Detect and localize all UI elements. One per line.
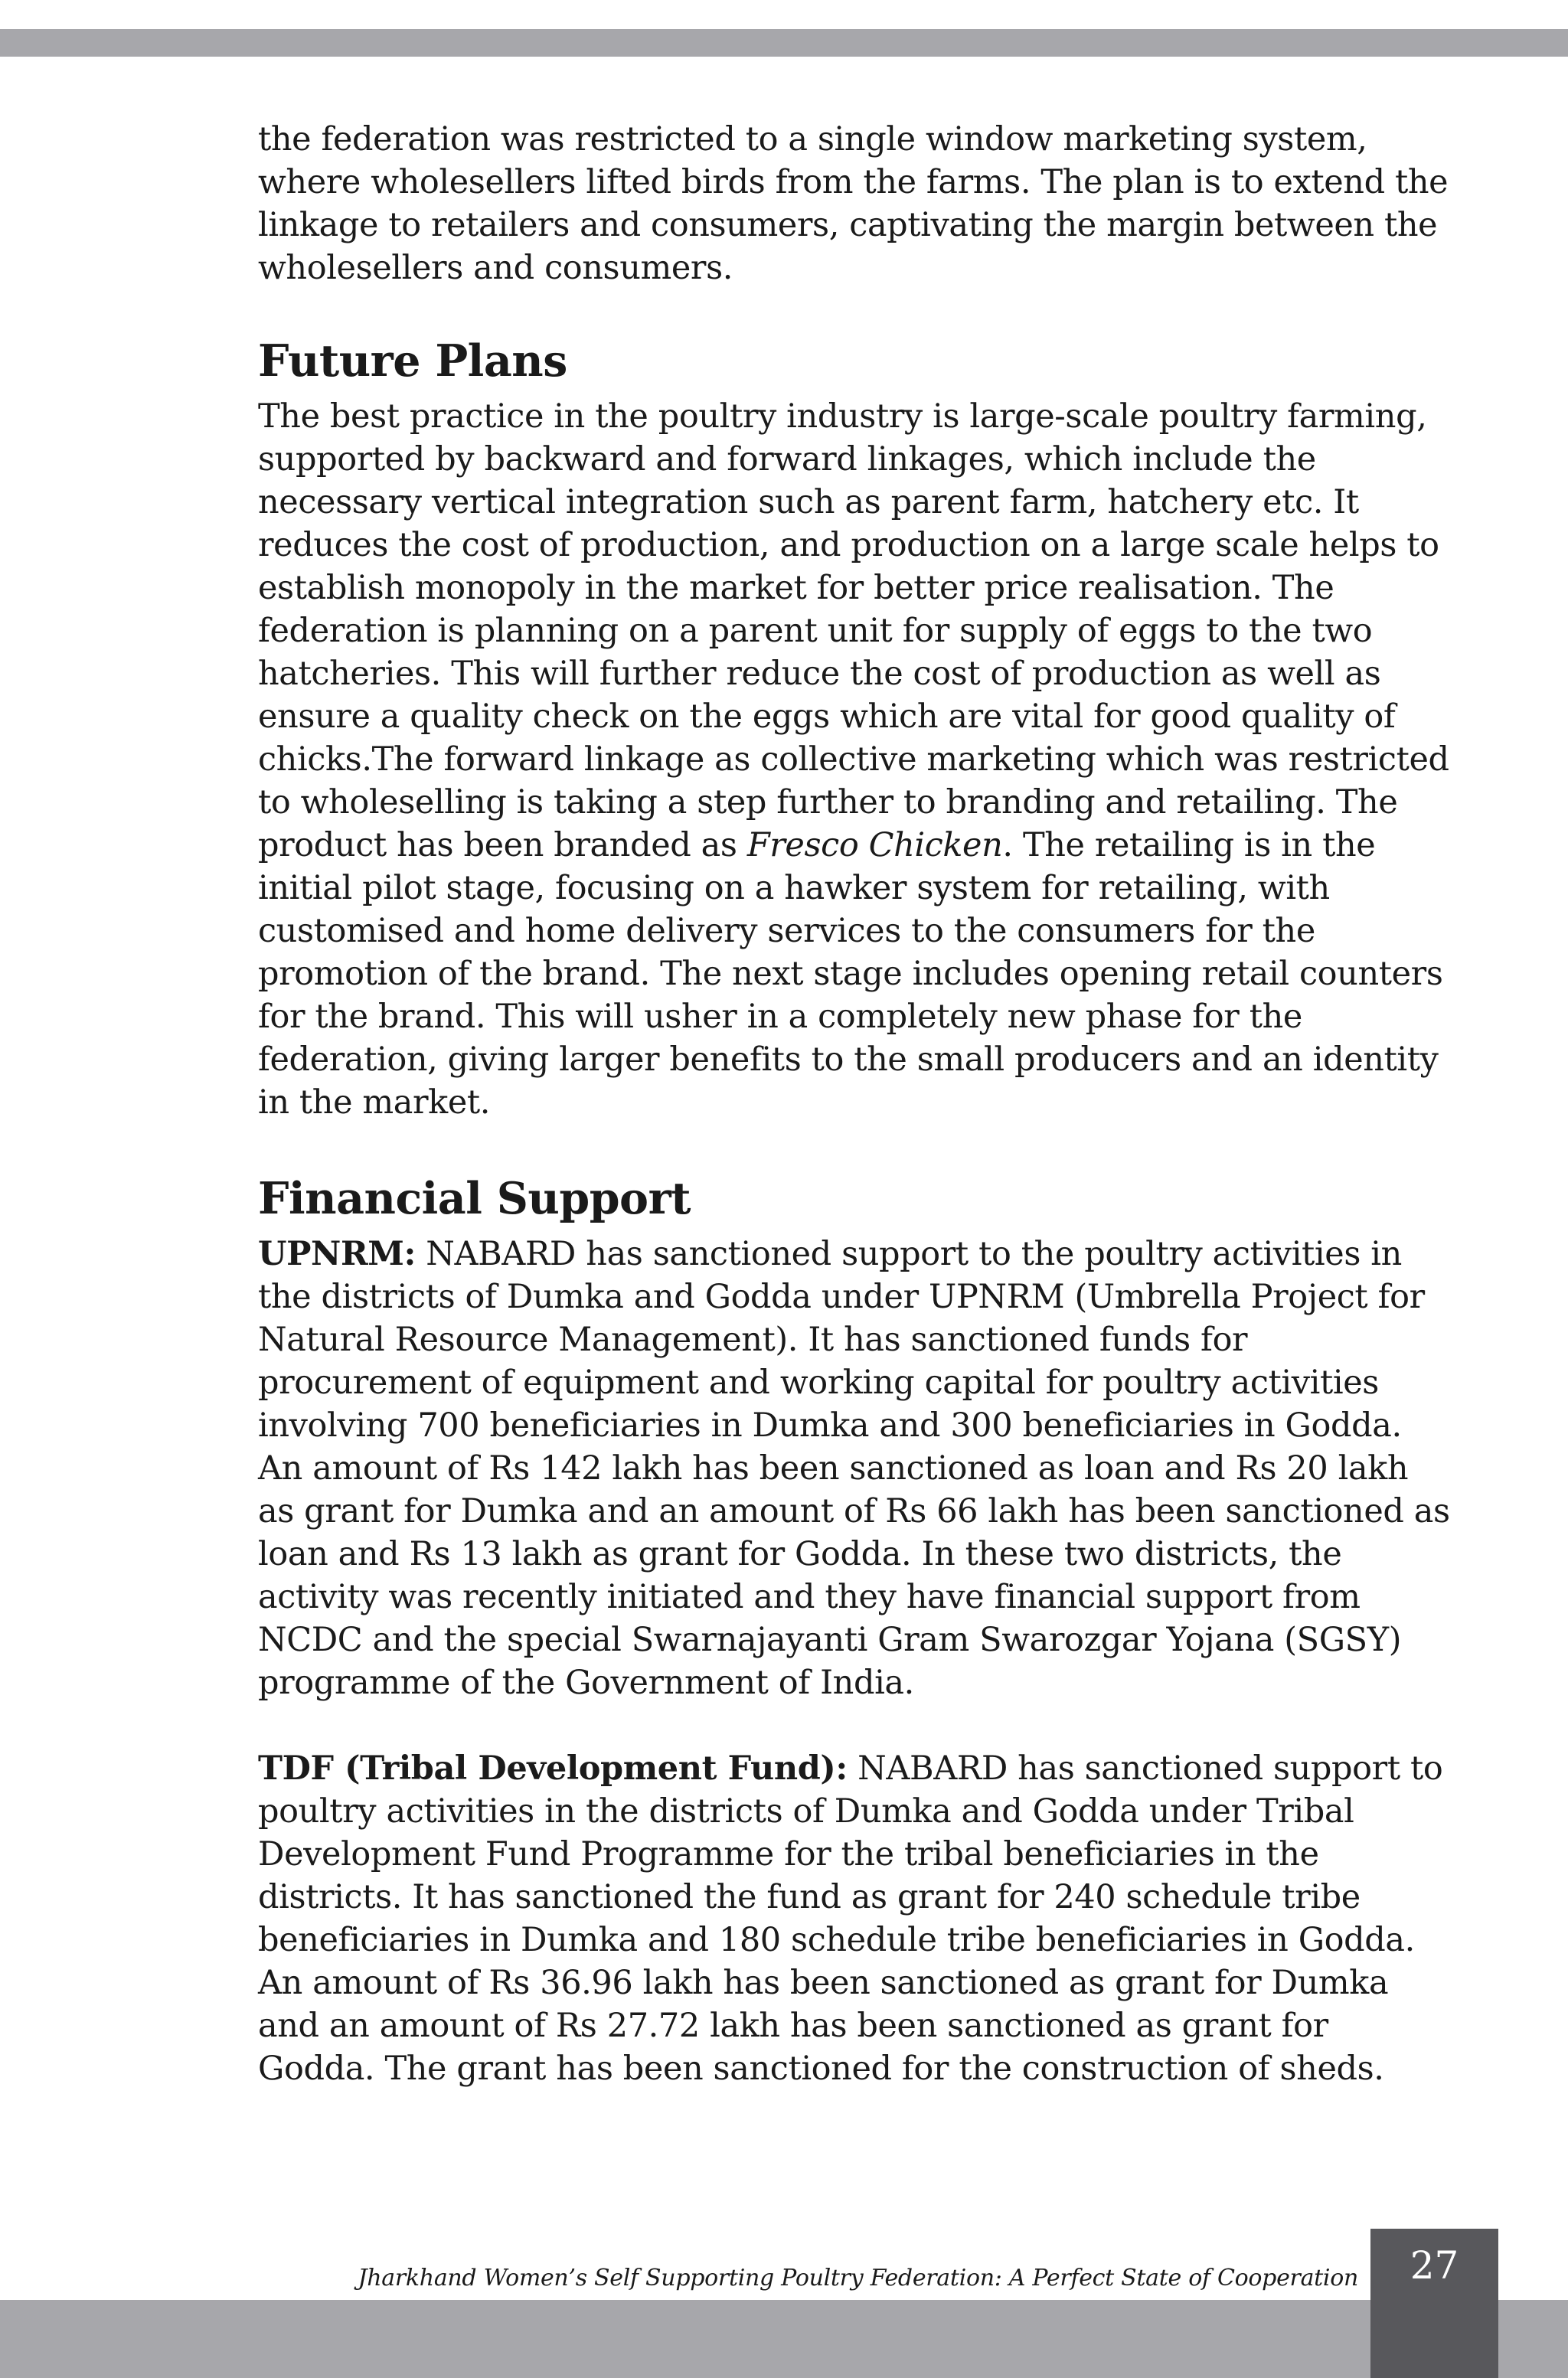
financial-support-heading: Financial Support	[258, 1173, 691, 1224]
brand-name: Fresco Chicken	[746, 826, 1003, 864]
footer-title: Jharkhand Women’s Self Supporting Poultry Federation: A Perfect State of Cooperation	[358, 2265, 1358, 2291]
upnrm-paragraph	[258, 1233, 1452, 1704]
page-number-box	[1370, 2229, 1498, 2378]
page-number: 27	[1410, 2243, 1459, 2288]
footer-band	[0, 2300, 1568, 2378]
future-plans-text-start: The best practice in the poultry industry is large-scale poultry farming, supported by backward and forward linkages, which include the necessary vertical integration such as parent farm, hatchery etc. It reduces the cost of production, and production on a large scale helps to establish monopoly in the market for better price realisation. The federation is planning on a parent unit for supply of eggs to the two hatcheries. This will further reduce the cost of production as well as ensure a quality check on the eggs which are vital for good quality of chicks.The forward linkage as collective marketing which was restricted to wholeselling is taking a step further to branding and retailing. The product has been branded as	[258, 397, 1449, 864]
future-plans-text-end: . The retailing is in the initial pilot stage, focusing on a hawker system for retailing, with customised and home delivery services to the consumers for the promotion of the brand. The next stage includes opening retail counters for the brand. This will usher in a completely new phase for the federation, giving larger benefits to the small producers and an identity in the market.	[258, 826, 1443, 1122]
tdf-text: NABARD has sanctioned support to poultry activities in the districts of Dumka and Godda under Tribal Development Fund Programme for the tribal beneficiaries in the districts. It has sanctioned the fund as grant for 240 schedule tribe beneficiaries in Dumka and 180 schedule tribe beneficiaries in Godda. An amount of Rs 36.96 lakh has been sanctioned as grant for Dumka and an amount of Rs 27.72 lakh has been sanctioned as grant for Godda. The grant has been sanctioned for the construction of sheds.	[258, 1749, 1443, 2088]
top-decorative-band	[0, 29, 1568, 57]
tdf-paragraph	[258, 1747, 1452, 2090]
future-plans-heading: Future Plans	[258, 335, 567, 387]
page-content	[258, 118, 1452, 2090]
intro-paragraph: the federation was restricted to a single window marketing system, where wholesellers lifted birds from the farms. The plan is to extend the linkage to retailers and consumers, captivating the margin between the wholesellers and consumers.	[258, 120, 1449, 287]
future-plans-paragraph	[258, 395, 1452, 1124]
tdf-label: TDF (Tribal Development Fund):	[258, 1749, 848, 1788]
upnrm-text: NABARD has sanctioned support to the poultry activities in the districts of Dumka and Godda under UPNRM (Umbrella Project for Natural Resource Management). It has sanctioned funds for procurement of equipment and working capital for poultry activities involving 700 beneficiaries in Dumka and 300 beneficiaries in Godda. An amount of Rs 142 lakh has been sanctioned as loan and Rs 20 lakh as grant for Dumka and an amount of Rs 66 lakh has been sanctioned as loan and Rs 13 lakh as grant for Godda. In these two districts, the activity was recently initiated and they have financial support from NCDC and the special Swarnajayanti Gram Swarozgar Yojana (SGSY) programme of the Government of India.	[258, 1235, 1450, 1702]
upnrm-label: UPNRM:	[258, 1235, 416, 1273]
